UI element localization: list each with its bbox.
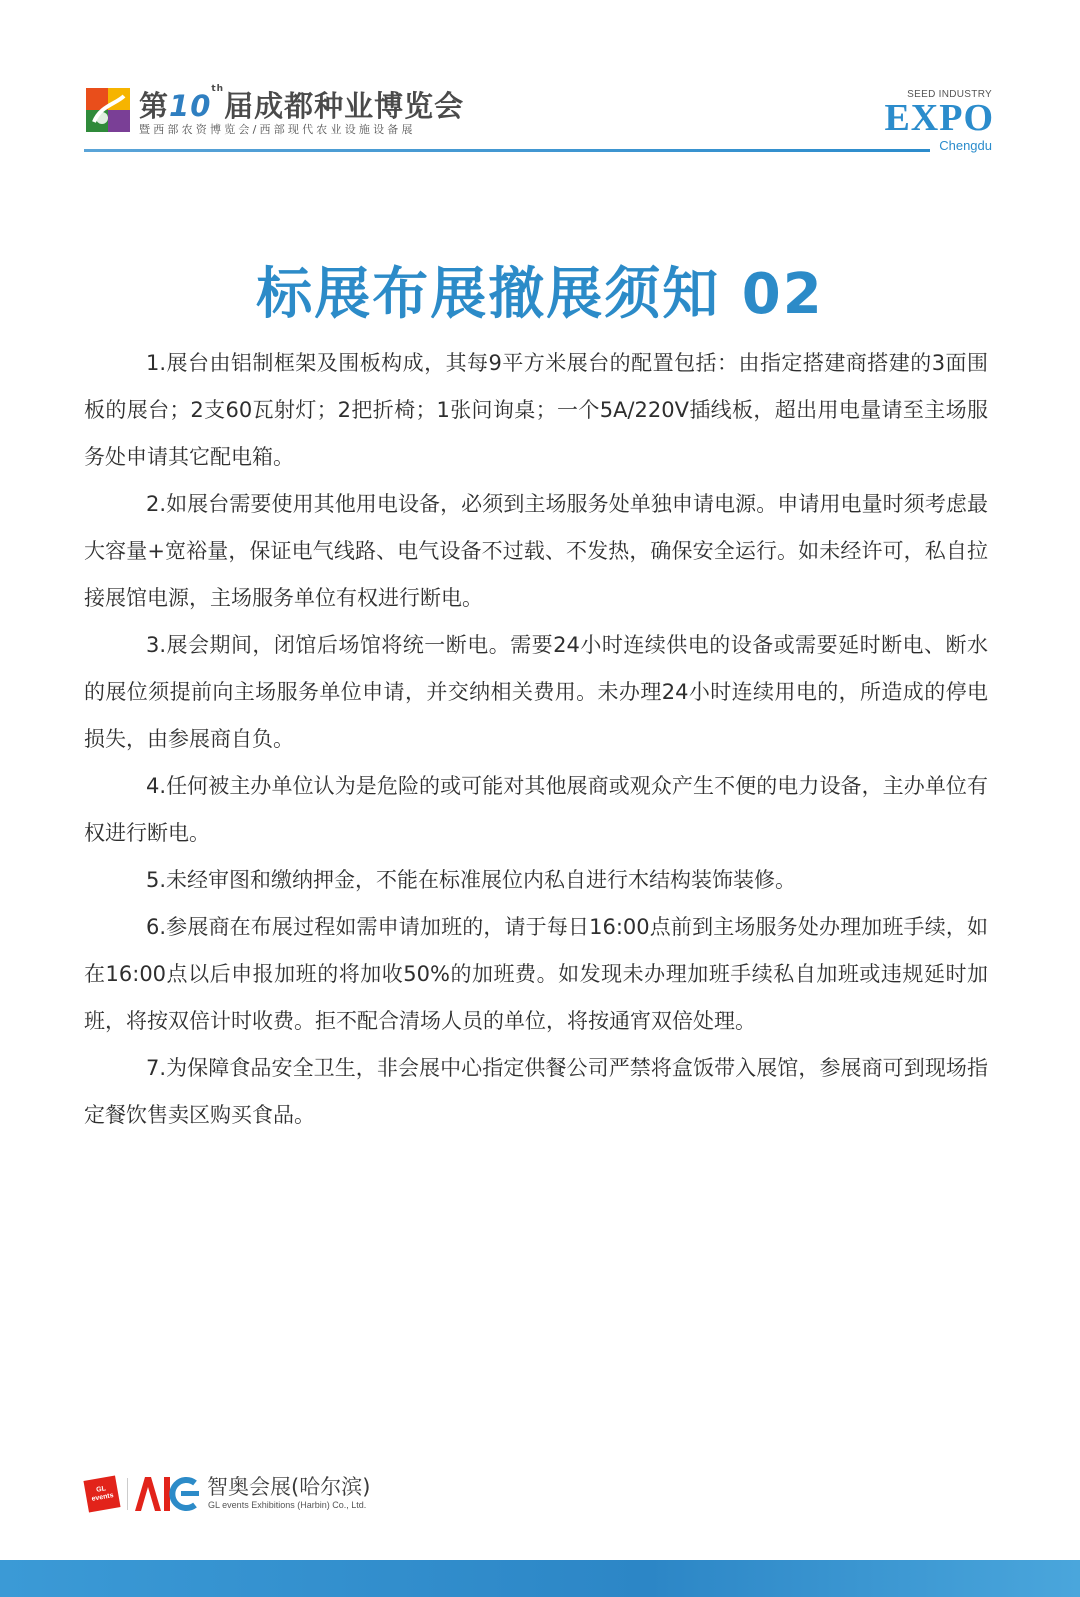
header-divider	[84, 149, 930, 152]
notice-item: 4.任何被主办单位认为是危险的或可能对其他展商或观众产生不便的电力设备，主办单位有权进行断电。	[84, 774, 988, 845]
footer-bar	[0, 1560, 1080, 1597]
notice-list	[84, 340, 988, 1139]
notice-item: 2.如展台需要使用其他用电设备，必须到主场服务处单独申请电源。申请用电量时须考虑最大容量+宽裕量，保证电气线路、电气设备不过载、不发热，确保安全运行。如未经许可，私自拉接展馆电源，主场服务单位有权进行断电。	[84, 492, 988, 610]
expo-subtitle: 暨西部农资博览会/西部现代农业设施设备展	[139, 123, 416, 136]
expo-title: 第10th届成都种业博览会	[139, 84, 465, 123]
company-name-en: GL events Exhibitions (Harbin) Co., Ltd.	[208, 1500, 367, 1510]
notice-item: 3.展会期间，闭馆后场馆将统一断电。需要24小时连续供电的设备或需要延时断电、断水的展位须提前向主场服务单位申请，并交纳相关费用。未办理24小时连续用电的，所造成的停电损失，由参展商自负。	[84, 633, 988, 751]
page-header	[0, 0, 1080, 160]
footer-separator	[127, 1478, 128, 1510]
notice-item: 1.展台由铝制框架及围板构成，其每9平方米展台的配置包括：由指定搭建商搭建的3面围板的展台；2支60瓦射灯；2把折椅；1张问询桌；一个5A/220V插线板，超出用电量请至主场服务处申请其它配电箱。	[84, 351, 988, 469]
notice-item: 5.未经审图和缴纳押金，不能在标准展位内私自进行木结构装饰装修。	[146, 868, 797, 892]
expo-logo-city: Chengdu	[939, 138, 992, 153]
aice-logo-icon	[133, 1475, 203, 1513]
page-title: 标展布展撤展须知 02	[256, 262, 824, 327]
gl-events-logo-icon: GL events	[83, 1475, 120, 1512]
expo-logo-word: EXPO	[884, 97, 994, 139]
expo-tagline: SEED INDUSTRY	[907, 89, 992, 100]
notice-item: 6.参展商在布展过程如需申请加班的，请于每日16:00点前到主场服务处办理加班手续，如在16:00点以后申报加班的将加收50%的加班费。如发现未办理加班手续私自加班或违规延时加班，将按双倍计时收费。拒不配合清场人员的单位，将按通宵双倍处理。	[84, 915, 988, 1033]
seed-expo-emblem-icon	[86, 88, 130, 132]
edition-number: 10	[169, 89, 212, 123]
company-name-cn: 智奥会展(哈尔滨)	[207, 1475, 371, 1499]
notice-item: 7.为保障食品安全卫生，非会展中心指定供餐公司严禁将盒饭带入展馆，参展商可到现场指定餐饮售卖区购买食品。	[84, 1056, 988, 1127]
